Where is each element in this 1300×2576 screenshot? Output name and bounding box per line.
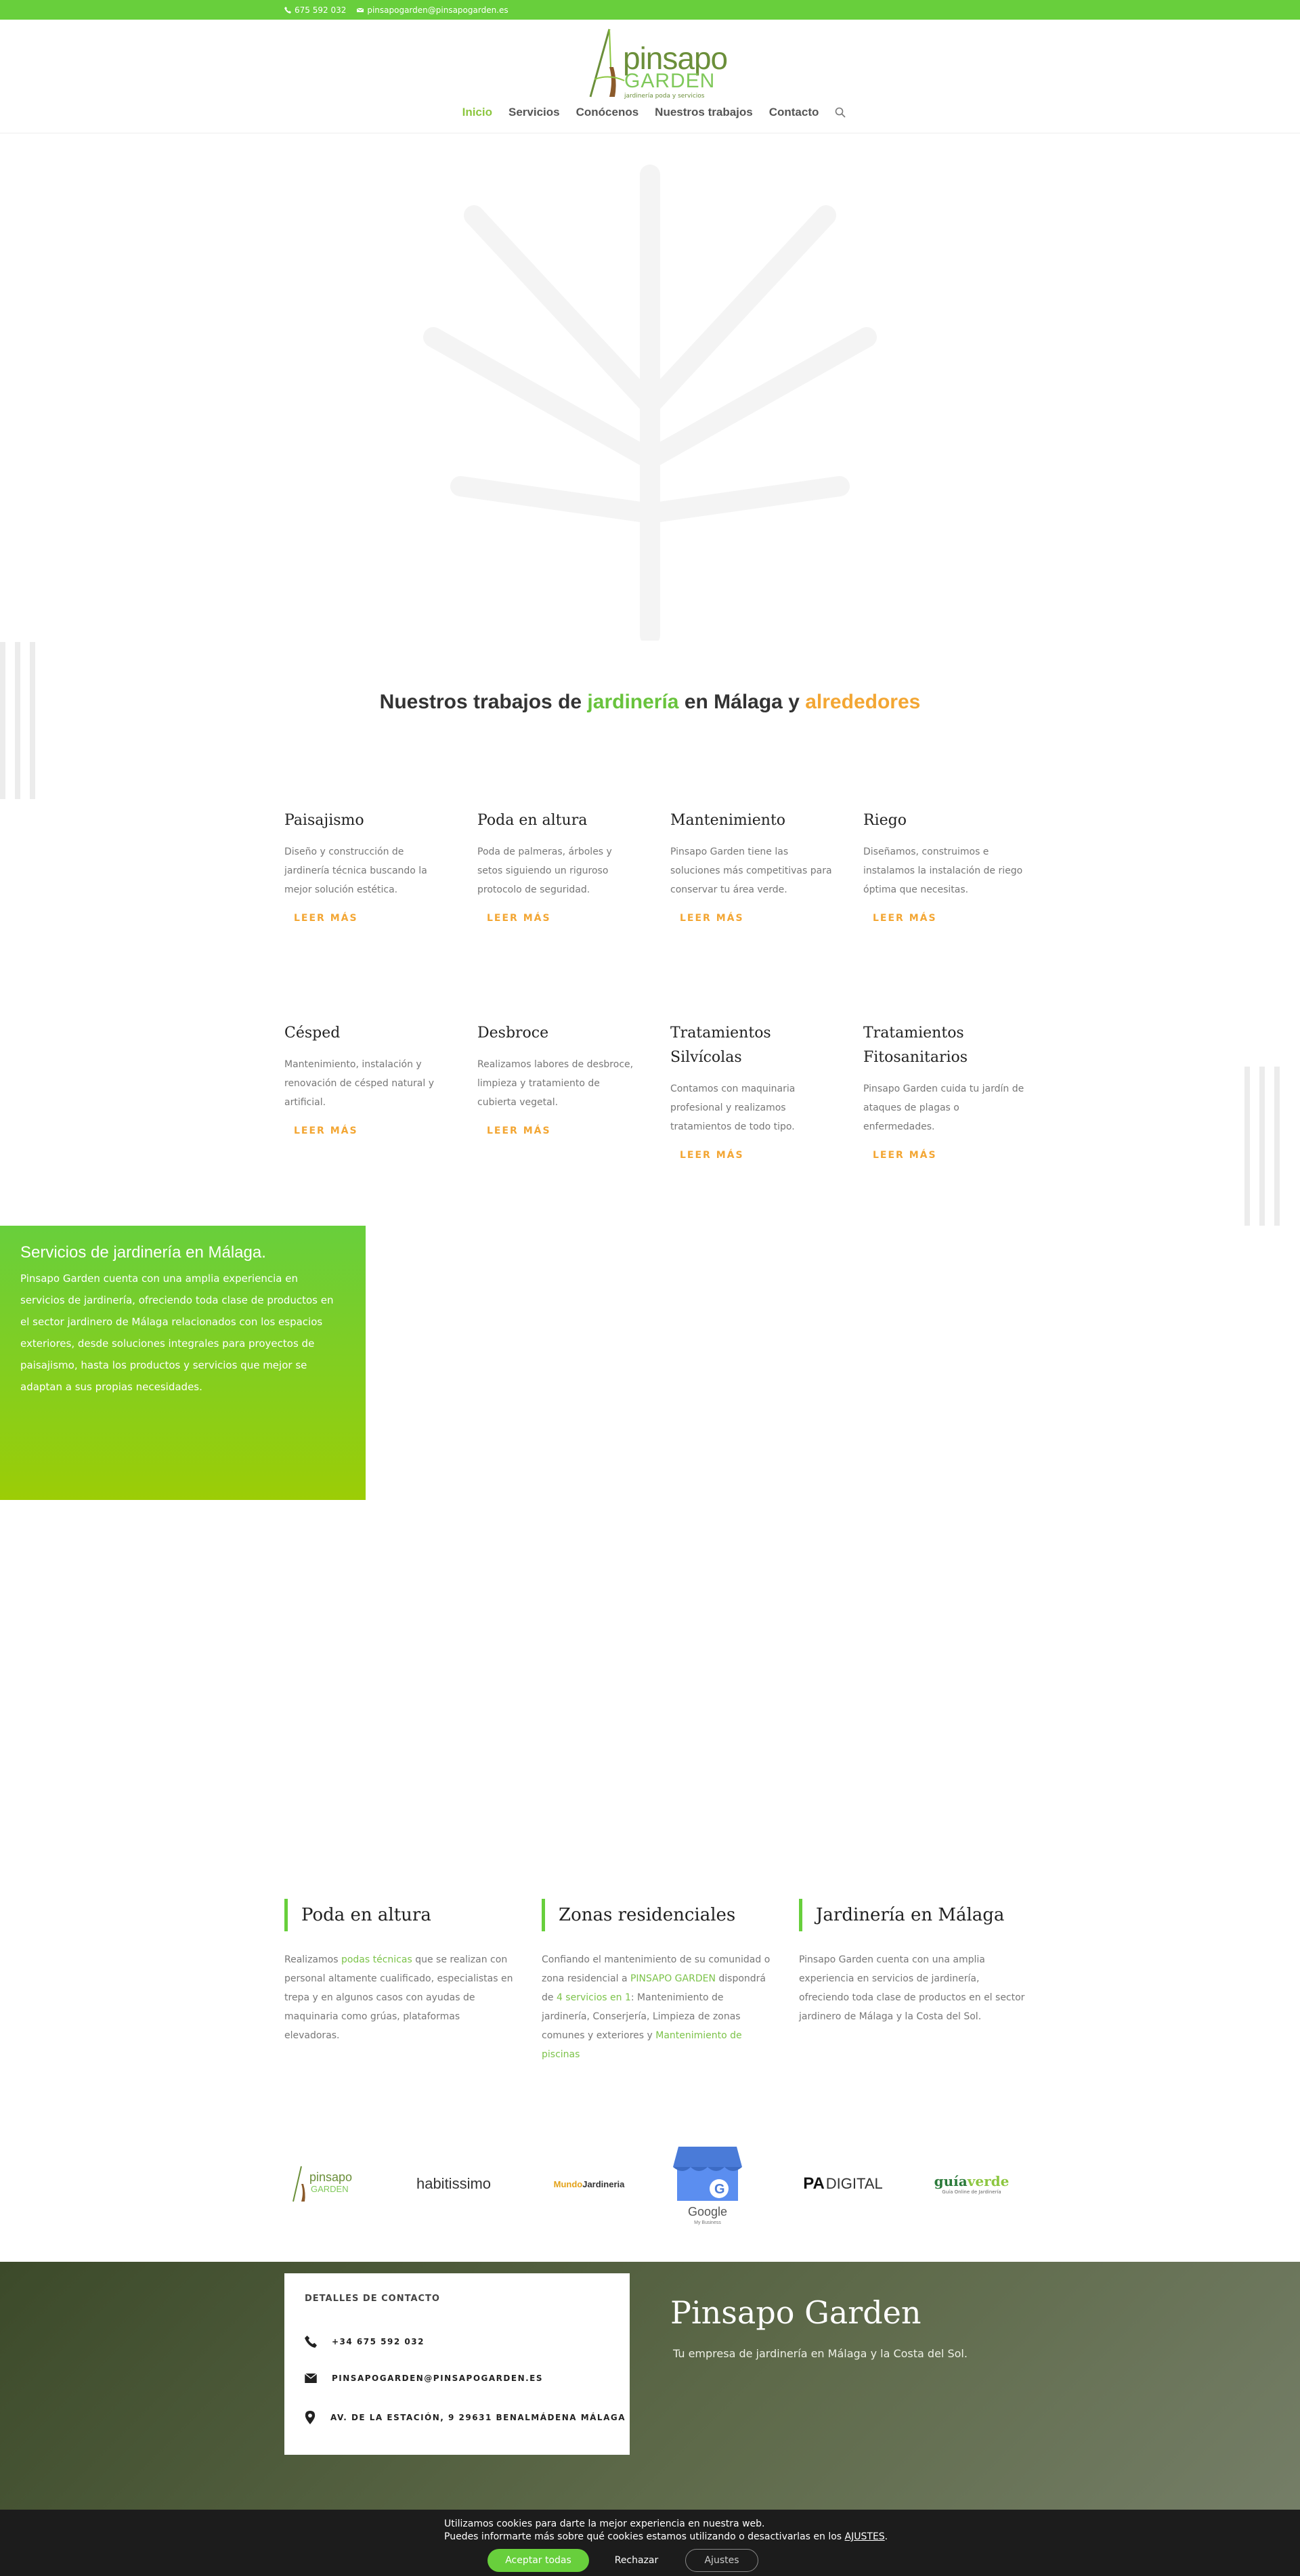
read-more-link[interactable]: LEER MÁS (294, 913, 358, 924)
contact-details-card (284, 2273, 630, 2455)
main-nav (0, 106, 1300, 119)
footer-brand-subtitle: Tu empresa de jardinería en Málaga y la Costa del Sol. (673, 2347, 968, 2360)
mundo-part: Mundo (553, 2178, 583, 2189)
cookie-line-1: Utilizamos cookies para darte la mejor experiencia en nuestra web. (444, 2518, 765, 2529)
contact-address: AV. DE LA ESTACIÓN, 9 29631 BENALMÁDENA MÁLAGA (330, 2413, 626, 2422)
nav-item-nuestros-trabajos[interactable]: Nuestros trabajos (655, 106, 753, 119)
nav-item-servicios[interactable]: Servicios (508, 106, 560, 119)
partner-logo-pa-digital[interactable] (796, 2140, 890, 2228)
title-part-1: Nuestros trabajos de (379, 691, 588, 713)
partner-logos (284, 2140, 1016, 2228)
phone-icon (305, 2336, 317, 2348)
partner-logo-habitissimo[interactable] (406, 2140, 501, 2228)
services-intro-text: Pinsapo Garden cuenta con una amplia experiencia en servicios de jardinería, ofreciendo toda clase de productos en el sector jardinero de Málaga relacionados con los espacios exteriores, desde soluciones integrales para proyectos de paisajismo, hasta los productos y servicios que mejor se adaptan a sus propias necesidades. (20, 1272, 334, 1393)
logo-word-garden: GARDEN (624, 70, 716, 92)
read-more-link[interactable]: LEER MÁS (487, 1125, 551, 1136)
nav-item-contacto[interactable]: Contacto (768, 106, 819, 119)
guiaverde-subtitle: Guía Online de Jardinería (942, 2189, 1001, 2195)
hero-banner (0, 134, 1300, 641)
top-bar (0, 0, 1300, 20)
feature-text-part: dispondrá de (542, 1973, 766, 2003)
service-description: Contamos con maquinaria profesional y realizamos tratamientos de todo tipo. (670, 1083, 796, 1132)
service-card-fitosanitarios (863, 1021, 1026, 1161)
map-pin-icon (305, 2411, 316, 2424)
service-card-riego (863, 809, 1026, 924)
service-description: Diseño y construcción de jardinería técnica buscando la mejor solución estética. (284, 846, 427, 895)
pinsapo-garden-small-logo (288, 2164, 362, 2204)
feature-text-part: que se realizan con personal altamente cualificado, especialistas en trepa y en algunos casos con ayudas de maquinaria como grúas, plataformas elevadoras. (284, 1954, 513, 2041)
service-description: Diseñamos, construimos e instalamos la instalación de riego óptima que necesitas. (863, 846, 1023, 895)
mail-icon (305, 2374, 317, 2383)
feature-text-part: Realizamos (284, 1954, 341, 1965)
cookie-line-2-text: Puedes informarte más sobre qué cookies estamos utilizando o desactivarlas en los (444, 2531, 845, 2542)
nav-item-conocenos[interactable]: Conócenos (576, 106, 639, 119)
service-title: Paisajismo (284, 812, 364, 829)
service-card-desbroce (477, 1021, 640, 1136)
site-logo[interactable] (582, 26, 728, 101)
feature-title: Poda en altura (284, 1899, 515, 1931)
phone-icon (284, 7, 291, 14)
contact-email-row[interactable] (305, 2374, 543, 2383)
podas-tecnicas-link[interactable]: podas técnicas (341, 1954, 412, 1965)
logo-word-pinsapo: pinsapo (623, 41, 728, 76)
service-title: Mantenimiento (670, 812, 786, 829)
service-card-cesped (284, 1021, 447, 1136)
topbar-phone[interactable] (284, 5, 346, 15)
mundojardineria-wordmark (554, 2179, 625, 2189)
read-more-link[interactable]: LEER MÁS (680, 1150, 744, 1161)
title-highlight-green: jardinería (587, 691, 679, 713)
topbar-email-text: pinsapogarden@pinsapogarden.es (367, 5, 508, 15)
service-card-mantenimiento (670, 809, 833, 924)
search-icon[interactable] (835, 107, 846, 118)
works-section-title (0, 691, 1300, 714)
service-description: Realizamos labores de desbroce, limpieza y tratamiento de cubierta vegetal. (477, 1059, 634, 1108)
feature-poda-en-altura (284, 1899, 515, 2045)
cookie-message (444, 2518, 888, 2543)
site-header (0, 20, 1300, 133)
feature-title: Zonas residenciales (542, 1899, 772, 1931)
reject-cookies-button[interactable]: Rechazar (614, 2555, 659, 2566)
contact-address-row[interactable] (305, 2411, 626, 2424)
read-more-link[interactable]: LEER MÁS (487, 913, 551, 924)
service-description: Mantenimiento, instalación y renovación de césped natural y artificial. (284, 1059, 435, 1108)
logo-tagline: jardinería poda y servicios (624, 93, 705, 100)
feature-text (284, 1950, 515, 2045)
jardineria-part: Jardineria (582, 2178, 625, 2189)
read-more-link[interactable]: LEER MÁS (873, 1150, 937, 1161)
cookie-settings-link[interactable]: AJUSTES (844, 2531, 885, 2542)
cookie-line-2: Puedes informarte más sobre qué cookies estamos utilizando o desactivarlas en los AJUSTES. (444, 2531, 888, 2542)
topbar-email[interactable] (357, 5, 508, 15)
read-more-link[interactable]: LEER MÁS (680, 913, 744, 924)
partner-logo-guiaverde[interactable] (924, 2140, 1019, 2228)
services-intro-box (0, 1226, 366, 1500)
decorative-stripes-right (1244, 1067, 1280, 1226)
nav-item-inicio[interactable]: Inicio (462, 106, 492, 119)
service-description: Poda de palmeras, árboles y setos siguiendo un riguroso protocolo de seguridad. (477, 846, 612, 895)
feature-text (542, 1950, 772, 2064)
contact-phone: +34 675 592 032 (332, 2337, 425, 2346)
svg-text:GARDEN: GARDEN (311, 2184, 349, 2194)
pa-mark: PA (803, 2174, 825, 2193)
read-more-link[interactable]: LEER MÁS (294, 1125, 358, 1136)
service-description: Pinsapo Garden cuida tu jardín de ataques de plagas o enfermedades. (863, 1083, 1024, 1132)
title-highlight-orange: alrededores (805, 691, 921, 713)
feature-text: Pinsapo Garden cuenta con una amplia experiencia en servicios de jardinería, ofreciendo toda clase de productos en el sector jardinero de Málaga y la Costa del Sol. (799, 1954, 1025, 2022)
service-title: Tratamientos Silvícolas (670, 1025, 771, 1066)
service-title: Riego (863, 812, 907, 829)
contact-phone-row[interactable] (305, 2336, 425, 2348)
svg-text:G: G (714, 2182, 725, 2197)
mail-icon (357, 7, 364, 14)
read-more-link[interactable]: LEER MÁS (873, 913, 937, 924)
partner-logo-mundojardineria[interactable] (542, 2140, 636, 2228)
svg-text:pinsapo: pinsapo (309, 2170, 353, 2184)
feature-jardineria-malaga (799, 1899, 1029, 2026)
title-part-2: en Málaga y (678, 691, 806, 713)
hero-faint-tree-image (0, 134, 1300, 641)
google-text: Google (687, 2205, 728, 2218)
service-card-silvicolas (670, 1021, 833, 1161)
service-title: Tratamientos Fitosanitarios (863, 1025, 968, 1066)
partner-logo-pinsapo[interactable] (284, 2140, 366, 2228)
footer-brand-title: Pinsapo Garden (670, 2294, 922, 2331)
service-description: Pinsapo Garden tiene las soluciones más competitivas para conservar tu área verde. (670, 846, 832, 895)
service-title: Poda en altura (477, 812, 588, 829)
contact-details-title: DETALLES DE CONTACTO (305, 2294, 440, 2304)
feature-zonas-residenciales (542, 1899, 772, 2064)
four-services-link[interactable]: 4 servicios en 1 (556, 1992, 631, 2003)
habitissimo-wordmark: habitissimo (416, 2175, 492, 2192)
cookie-settings-button[interactable]: Ajustes (685, 2549, 758, 2572)
feature-text-part: : Mantenimiento de jardinería, Conserjería, Limpieza de zonas comunes y exteriores y (542, 1992, 741, 2041)
service-card-poda (477, 809, 640, 924)
digital-wordmark: DIGITAL (825, 2175, 883, 2192)
decorative-stripes-left (0, 642, 35, 799)
service-title: Desbroce (477, 1025, 549, 1042)
service-title: Césped (284, 1025, 341, 1042)
accept-all-cookies-button[interactable]: Aceptar todas (488, 2549, 589, 2572)
pool-maintenance-link[interactable]: Mantenimiento de piscinas (542, 2030, 742, 2060)
verde-part: verde (967, 2173, 1010, 2189)
guiaverde-wordmark (934, 2173, 1010, 2189)
pinsapo-garden-link[interactable]: PINSAPO GARDEN (630, 1973, 716, 1984)
contact-email: PINSAPOGARDEN@PINSAPOGARDEN.ES (332, 2374, 544, 2383)
google-subtext: My Business (694, 2220, 721, 2225)
google-my-business-icon (670, 2140, 745, 2228)
services-intro-title: Servicios de jardinería en Málaga. (20, 1243, 266, 1262)
guia-part: guía (934, 2173, 968, 2189)
cookie-consent-bar (0, 2510, 1300, 2576)
service-card-paisajismo (284, 809, 447, 924)
topbar-phone-text: 675 592 032 (295, 5, 347, 15)
feature-title: Jardinería en Málaga (799, 1899, 1029, 1931)
feature-text-part: Confiando el mantenimiento de su comunidad o zona residencial a (542, 1954, 771, 1984)
partner-logo-google-my-business[interactable] (667, 2140, 748, 2228)
